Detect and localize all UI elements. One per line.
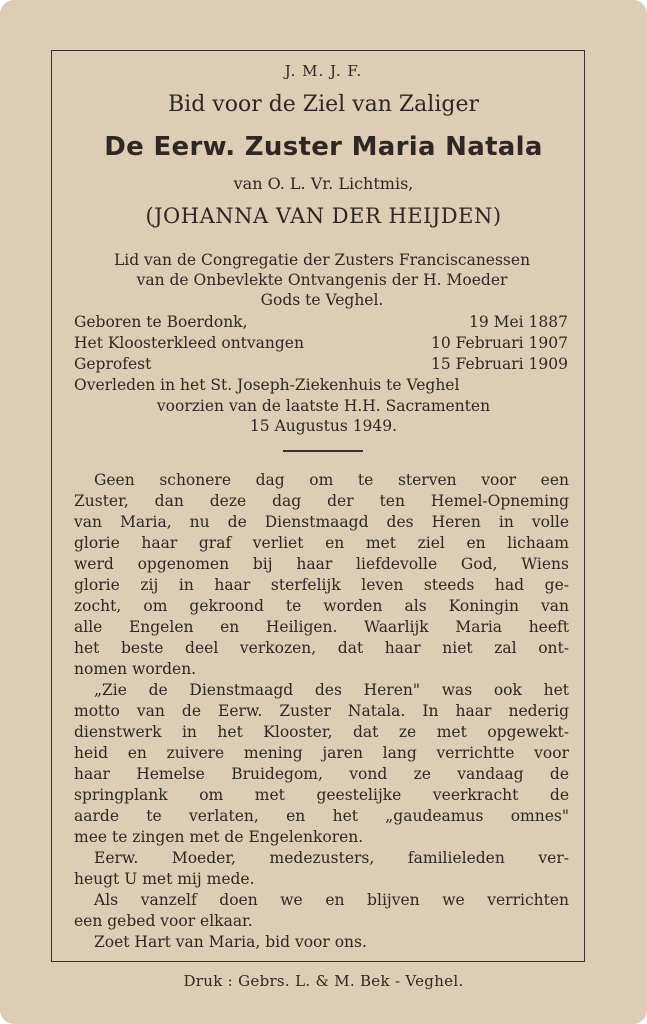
congregation-line: Lid van de Congregatie der Zusters Franciscanessen [113,251,531,269]
text-line: heid en zuivere mening jaren lang verrichtte voor [74,744,569,762]
text-line: alle Engelen en Heiligen. Waarlijk Maria heeft [74,618,569,636]
prayer-heading: Bid voor de Ziel van Zaliger [168,92,479,117]
text-line: Zoet Hart van Maria, bid voor ons. [94,933,367,951]
congregation-line: Gods te Veghel. [260,291,384,309]
initials: J. M. J. F. [284,62,363,80]
congregation-line: van de Onbevlekte Ontvangenis der H. Moeder [136,271,508,289]
text-line: Geen schonere dag om te sterven voor een [94,471,569,489]
death-line: voorzien van de laatste H.H. Sacramenten [156,397,491,415]
text-line: Zuster, dan deze dag der ten Hemel-Opneming [74,492,569,510]
event-date: 10 Februari 1907 [430,334,568,352]
text-line: Eerw. Moeder, medezusters, familieleden ver- [94,849,569,867]
text-line: „Zie de Dienstmaagd des Heren" was ook het [94,681,569,699]
text-line: werd opgenomen bij haar liefdevolle God, Wiens [74,555,569,573]
text-line: dienstwerk in het Klooster, dat ze met opgewekt- [74,723,569,741]
event-row-birth [74,313,568,331]
death-line: Overleden in het St. Joseph-Ziekenhuis te Veghel [74,376,460,394]
text-line: een gebed voor elkaar. [74,912,253,930]
event-label: Het Kloosterkleed ontvangen [74,334,304,352]
text-line: zocht, om gekroond te worden als Koningin van [74,597,569,615]
text-line: springplank om met geestelijke veerkracht de [74,786,569,804]
text-line: aarde te verlaten, en het „gaudeamus omnes" [74,807,569,825]
printer-imprint: Druk : Gebrs. L. & M. Bek - Veghel. [183,972,464,990]
religious-title: van O. L. Vr. Lichtmis, [233,174,414,193]
event-label: Geboren te Boerdonk, [74,313,248,331]
congregation-text [74,250,570,310]
text-line: Als vanzelf doen we en blijven we verrichten [94,891,569,909]
text-line: van Maria, nu de Dienstmaagd des Heren in volle [74,513,569,531]
text-line: motto van de Eerw. Zuster Natala. In haar nederig [74,702,569,720]
text-line: heugt U met mij mede. [74,870,255,888]
text-line: haar Hemelse Bruidegom, vond ze vandaag de [74,765,569,783]
death-date: 15 Augustus 1949. [249,417,398,435]
text-line: glorie zij in haar sterfelijk leven steeds had ge- [74,576,569,594]
text-line: het beste deel verkozen, dat haar niet zal ont- [74,639,569,657]
text-line: glorie haar graf verliet en met ziel en lichaam [74,534,569,552]
event-row-habit [74,334,568,352]
event-label: Geprofest [74,355,152,373]
event-date: 19 Mei 1887 [468,313,568,331]
deceased-name: De Eerw. Zuster Maria Natala [104,132,543,162]
text-line: nomen worden. [74,660,197,678]
birth-name: (JOHANNA VAN DER HEIJDEN) [145,204,502,228]
text-line: mee te zingen met de Engelenkoren. [74,828,364,846]
event-row-profession [74,355,568,373]
memorial-text [74,470,569,953]
event-date: 15 Februari 1909 [430,355,568,373]
separator-line [283,450,363,452]
